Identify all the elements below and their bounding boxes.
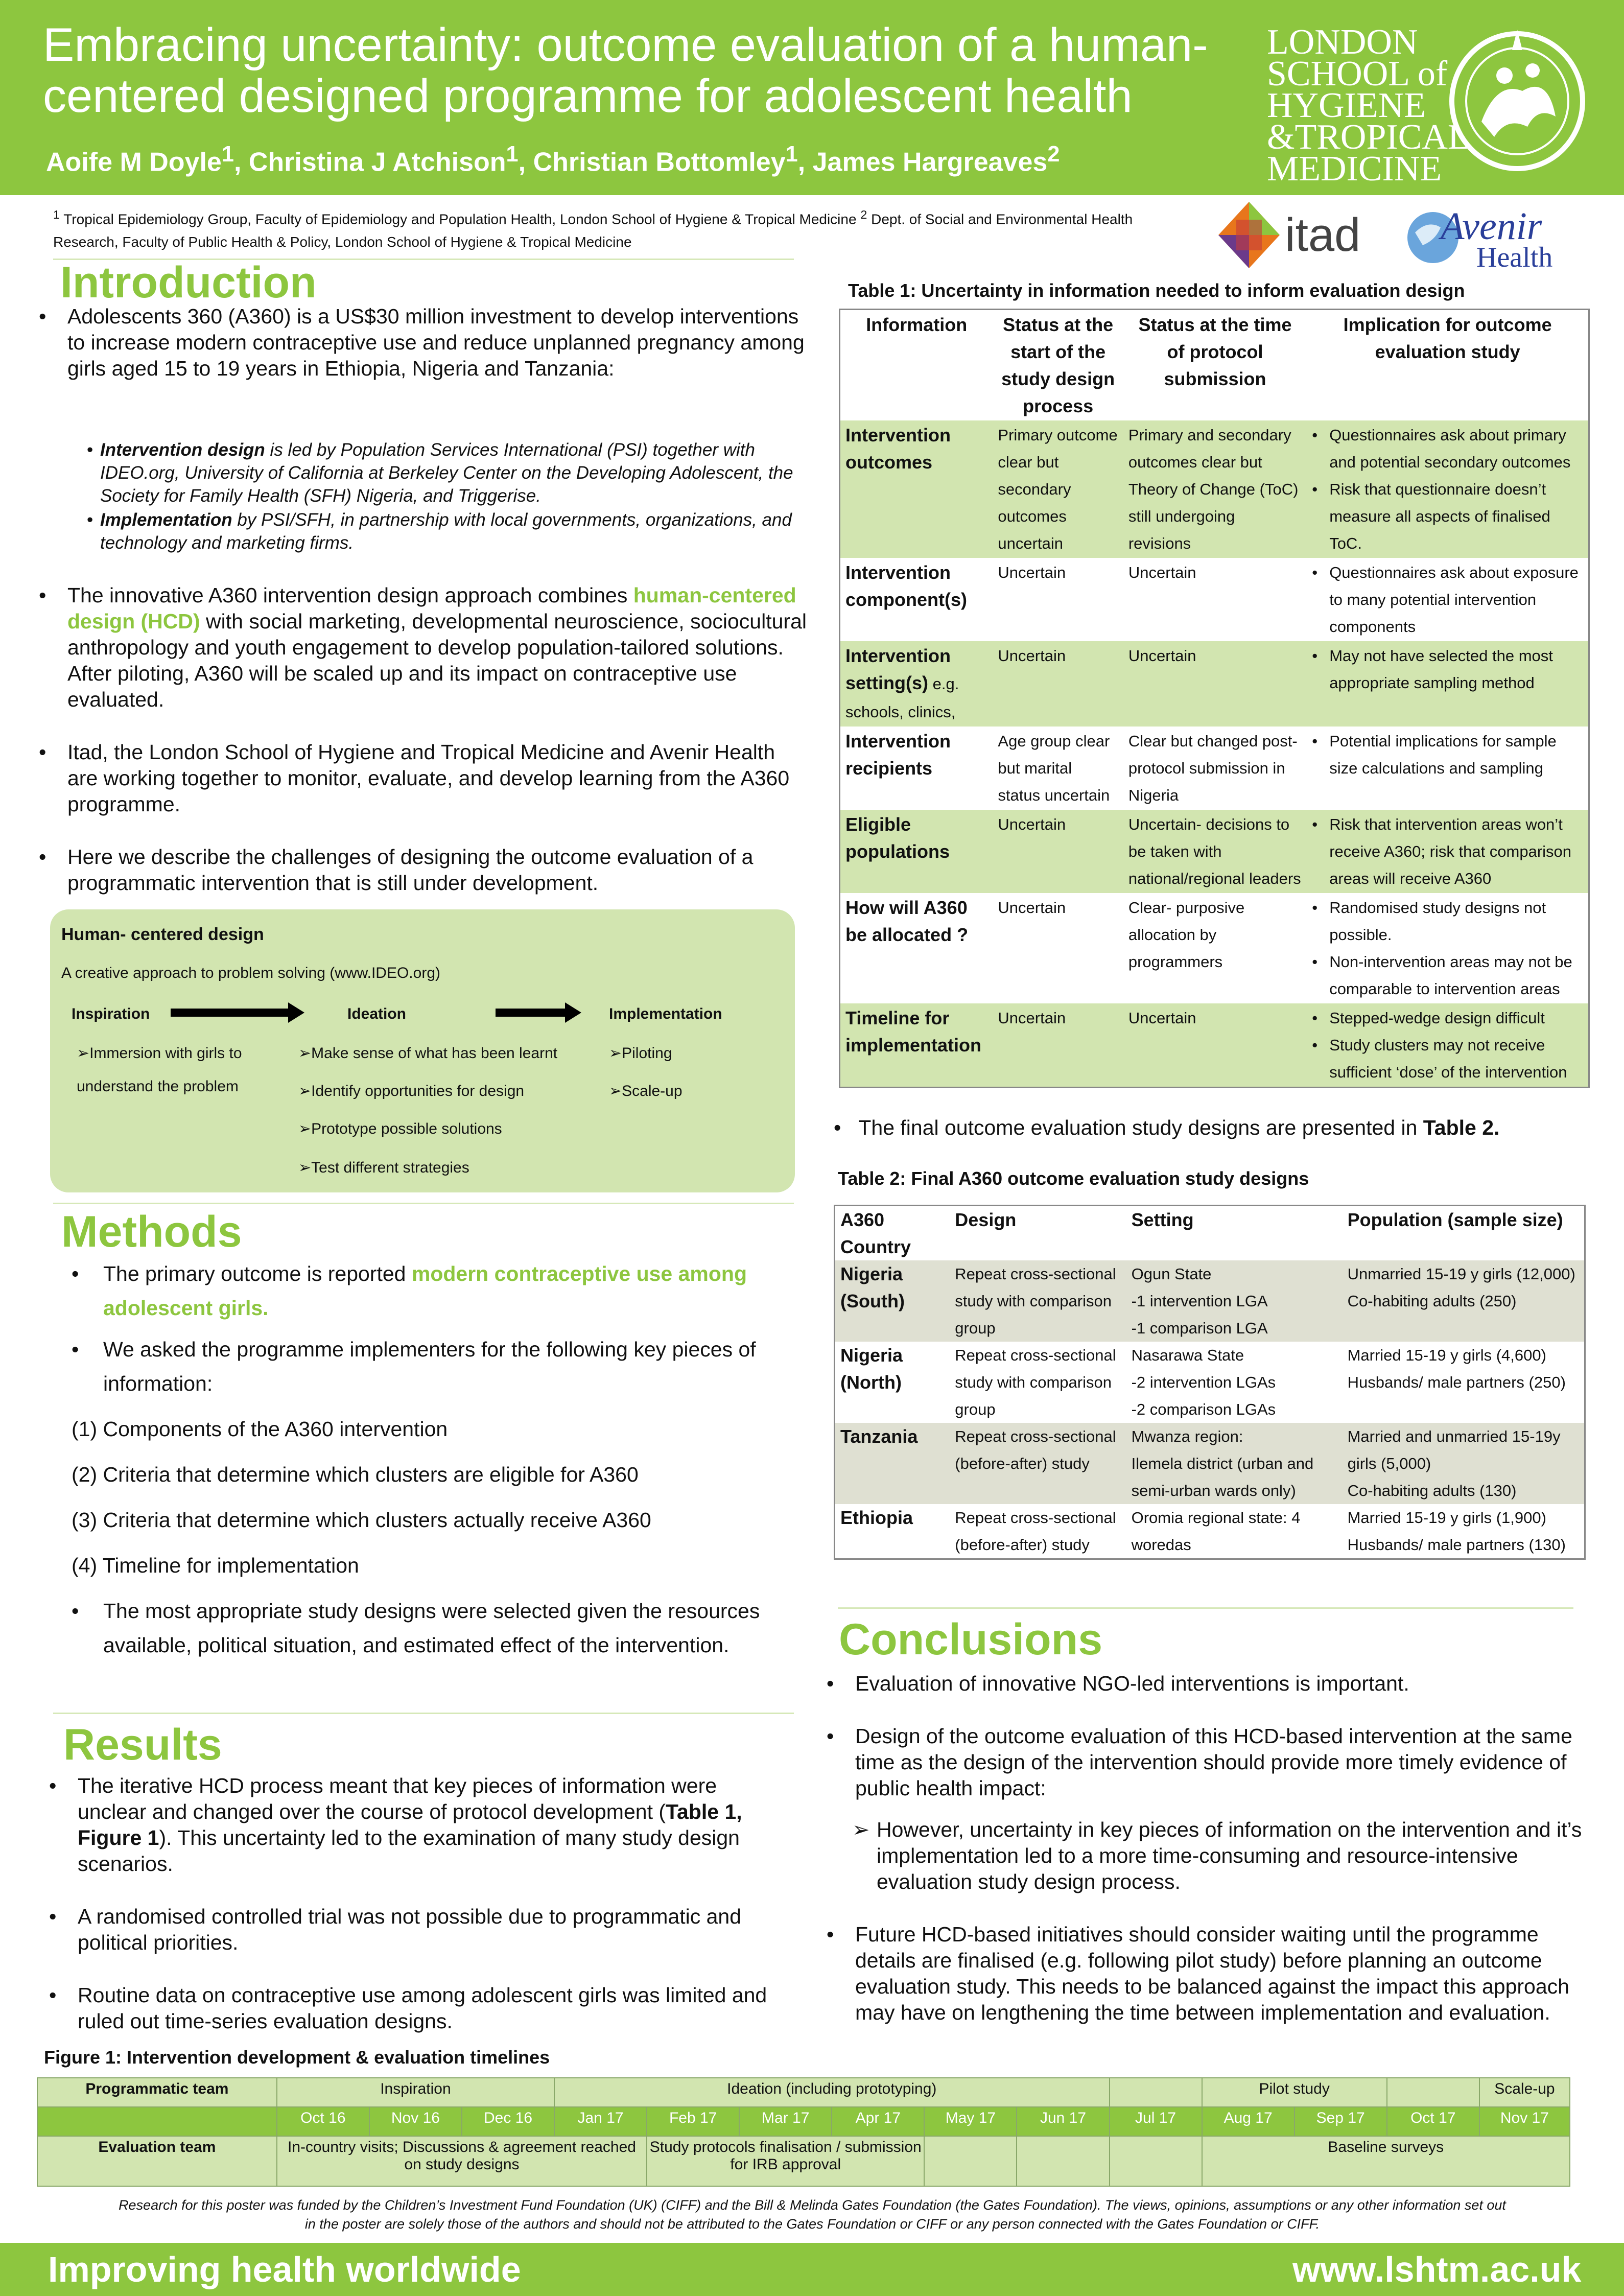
arrow-right-icon bbox=[496, 1001, 582, 1024]
methods-item: (3) Criteria that determine which clusters actually receive A360 bbox=[72, 1508, 651, 1532]
arrow-right-icon bbox=[171, 1001, 305, 1024]
intro-sub-bullet: • Intervention design is led by Population Services International (PSI) together with IDEO.org, University of California at Berkeley Center on the Developing Adolescent, the Society for Family Health (SFH) Nigeria, and Triggerise. bbox=[87, 438, 807, 507]
section-heading-conclusions: Conclusions bbox=[839, 1615, 1103, 1664]
table-row: Ethiopia Repeat cross-sectional (before-after) study Oromia regional state: 4 woredas Married 15-19 y girls (1,900) Husbands/ male partners (130) bbox=[840, 1507, 1566, 1554]
timeline-row-evaluation: Evaluation team In-country visits; Discussions & agreement reached on study designs Study protocols finalisation / submission for IRB approval Baseline surveys bbox=[37, 2136, 1570, 2186]
introduction-bullets-2 bbox=[36, 582, 807, 923]
table-row: Intervention component(s) Uncertain Uncertain • Questionnaires ask about exposure to many potential intervention components bbox=[840, 558, 1589, 641]
column-header: Implication for outcome evaluation study bbox=[1343, 314, 1552, 362]
table-row: Intervention outcomes Primary outcome clear but secondary outcomes uncertain Primary and secondary outcomes clear but Theory of Change (ToC) still undergoing revisions • Questionnaires ask about primary and potential secondary outcomes • Risk that questionnaire doesn’t measure all aspects of finalised ToC. bbox=[840, 420, 1589, 558]
lshtm-logo-text: LONDON SCHOOL of HYGIENE &TROPICAL MEDICINE bbox=[1267, 22, 1470, 189]
table-row: Eligible populations Uncertain Uncertain- decisions to be taken with national/regional leaders • Risk that intervention areas won’t receive A360; risk that comparison areas will receive A360 bbox=[840, 810, 1589, 893]
results-bullet: • A randomised controlled trial was not possible due to programmatic and political priorities. bbox=[46, 1904, 787, 1956]
results-bullets bbox=[46, 1773, 787, 2061]
author-list: Aoife M Doyle$^1$, Christina J Atchison$^1$, Christian Bottomley$^1$, James Hargreaves$^2$ bbox=[46, 142, 1060, 177]
table-row: Tanzania Repeat cross-sectional (before-after) study Mwanza region: Ilemela district (urban and semi-urban wards only) Married and unmarried 15-19y girls (5,000) Co-habiting adults (130) bbox=[835, 1423, 1585, 1504]
column-header: Status at the start of the study design process bbox=[1001, 314, 1115, 416]
funding-statement: Research for this poster was funded by the Children’s Investment Fund Foundation (UK) (CIFF) and the Bill & Melinda Gates Foundation (the Gates Foundation). The views, opinions, assumptions or any other information set out in the poster are solely those of the authors and should not be attributed to the Gates Foundation or CIFF or any person connected with the Gates Foundation or CIFF. bbox=[119, 2197, 1506, 2232]
hcd-item: ➢Scale-up bbox=[609, 1083, 682, 1099]
itad-logo: itad bbox=[1216, 199, 1384, 271]
results-bullet: • Routine data on contraceptive use among adolescent girls was limited and ruled out time-series evaluation designs. bbox=[46, 1982, 787, 2034]
table1-caption: Table 1: Uncertainty in information needed to inform evaluation design bbox=[848, 280, 1465, 301]
hcd-title: Human- centered design bbox=[61, 925, 264, 944]
hcd-item: ➢Immersion with girls to bbox=[77, 1045, 242, 1062]
hcd-item: ➢Prototype possible solutions bbox=[298, 1120, 502, 1137]
table-row: Intervention recipients Age group clear but marital status uncertain Clear but changed post-protocol submission in Nigeria • Potential implications for sample size calculations and sampling bbox=[840, 727, 1589, 810]
column-header: Setting bbox=[1131, 1209, 1194, 1230]
methods-item: (4) Timeline for implementation bbox=[72, 1554, 359, 1577]
author: James Hargreaves bbox=[812, 147, 1048, 177]
poster-title: Embracing uncertainty: outcome evaluation of a human- centered designed programme for adolescent health bbox=[43, 19, 1208, 122]
footer-url[interactable]: www.lshtm.ac.uk bbox=[1292, 2250, 1582, 2289]
hcd-item: understand the problem bbox=[77, 1078, 239, 1095]
section-heading-methods: Methods bbox=[61, 1207, 242, 1256]
table-row: Timeline for implementation Uncertain Uncertain • Stepped-wedge design difficult • Study clusters may not receive sufficient ‘dose’ of the intervention bbox=[840, 1003, 1589, 1088]
methods-content bbox=[66, 1257, 792, 1662]
lshtm-crest-icon bbox=[1446, 19, 1589, 173]
hcd-item: ➢Test different strategies bbox=[298, 1159, 469, 1176]
table2-caption: Table 2: Final A360 outcome evaluation study designs bbox=[838, 1168, 1309, 1189]
methods-item: (1) Components of the A360 intervention bbox=[72, 1417, 448, 1441]
intro-bullet: • Adolescents 360 (A360) is a US$30 million investment to develop interventions to increase modern contraceptive use and reduce unplanned pregnancy among girls aged 15 to 19 years in Ethiopia, Nigeria and Tanzania: bbox=[36, 303, 807, 382]
intro-bullet: • Here we describe the challenges of designing the outcome evaluation of a programmatic intervention that is still under development. bbox=[36, 844, 807, 896]
table-row: Nigeria (North) Repeat cross-sectional study with comparison group Nasarawa State -2 intervention LGAs -2 comparison LGAs Married 15-19 y girls (4,600) Husbands/ male partners (250) bbox=[840, 1345, 1566, 1418]
section-heading-introduction: Introduction bbox=[60, 258, 317, 307]
hcd-box bbox=[50, 909, 795, 1192]
timeline-months: Oct 16 Nov 16 Dec 16 Jan 17 Feb 17 Mar 17 Apr 17 May 17 Jun 17 Jul 17 Aug 17 Sep 17 Oct 17 Nov 17 bbox=[37, 2107, 1570, 2136]
final-designs-note: • The final outcome evaluation study designs are presented in Table 2. bbox=[834, 1116, 1500, 1139]
intro-sub-bullet: • Implementation by PSI/SFH, in partnership with local governments, organizations, and technology and marketing firms. bbox=[87, 508, 807, 554]
column-header: A360 Country bbox=[840, 1209, 911, 1257]
section-heading-results: Results bbox=[63, 1720, 222, 1769]
hcd-stage: Inspiration bbox=[72, 1005, 150, 1022]
table-header-row bbox=[835, 1206, 1585, 1261]
conclusions-sub-bullet: ➢ However, uncertainty in key pieces of information on the intervention and it’s implementation led to a more time-consuming and resource-intensive evaluation study design process. bbox=[852, 1818, 1582, 1893]
hcd-item: ➢Make sense of what has been learnt bbox=[298, 1045, 558, 1062]
column-header: Population (sample size) bbox=[1347, 1209, 1563, 1230]
table-row: Nigeria (South) Repeat cross-sectional study with comparison group Ogun State -1 intervention LGA -1 comparison LGA Unmarried 15-19 y girls (12,000) Co-habiting adults (250) bbox=[835, 1260, 1585, 1342]
conclusions-content bbox=[823, 1671, 1595, 2026]
hcd-stage: Implementation bbox=[609, 1005, 722, 1022]
timeline-row-programmatic: Programmatic team Inspiration Ideation (including prototyping) Pilot study Scale-up bbox=[37, 2078, 1570, 2107]
author: Aoife M Doyle bbox=[46, 147, 222, 177]
table-row: How will A360 be allocated ? Uncertain Clear- purposive allocation by programmers • Randomised study designs not possible. • Non-intervention areas may not be comparable to intervention areas bbox=[840, 893, 1589, 1003]
figure1-caption: Figure 1: Intervention development & evaluation timelines bbox=[44, 2047, 550, 2068]
hcd-stage: Ideation bbox=[347, 1005, 407, 1022]
column-header: Status at the time of protocol submission bbox=[1138, 314, 1292, 389]
column-header: Design bbox=[955, 1209, 1017, 1230]
hcd-subtitle: A creative approach to problem solving (www.IDEO.org) bbox=[61, 965, 440, 981]
table-row: Intervention setting(s) e.g. schools, clinics, Uncertain Uncertain • May not have selected the most appropriate sampling method bbox=[840, 641, 1589, 727]
results-bullet: • The iterative HCD process meant that key pieces of information were unclear and changed over the course of protocol development (Table 1, Figure 1). This uncertainty led to the examination of many study design scenarios. bbox=[46, 1773, 787, 1877]
conclusions-bullet: • Evaluation of innovative NGO-led interventions is important. bbox=[827, 1672, 1409, 1695]
methods-bullet: • We asked the programme implementers for the following key pieces of information: bbox=[72, 1338, 756, 1395]
divider bbox=[53, 1203, 794, 1204]
divider bbox=[838, 1607, 1573, 1609]
introduction-sub-bullets bbox=[87, 438, 807, 555]
table1 bbox=[839, 309, 1590, 1088]
author: Christian Bottomley bbox=[533, 147, 786, 177]
conclusions-bullet: • Design of the outcome evaluation of this HCD-based intervention at the same time as the design of the intervention should provide more timely evidence of public health impact: bbox=[827, 1724, 1572, 1800]
affiliations: $^1$ Tropical Epidemiology Group, Faculty of Epidemiology and Population Health, London School of Hygiene & Tropical Medicine $^2$ Dept. of Social and Environmental Health Research, Faculty of Public Health & Policy, London School of Hygiene & Tropical Medicine bbox=[53, 208, 1133, 250]
footer-slogan: Improving health worldwide bbox=[48, 2250, 521, 2289]
table2 bbox=[834, 1205, 1586, 1560]
intro-bullet: • The innovative A360 intervention design approach combines human-centered design (HCD) with social marketing, developmental neuroscience, sociocultural anthropology and youth engagement to develop population-tailored solutions. After piloting, A360 will be scaled up and its impact on contraceptive use evaluated. bbox=[36, 582, 807, 713]
timeline-table bbox=[37, 2077, 1570, 2187]
divider bbox=[53, 1713, 794, 1714]
avenir-health-logo: Avenir Health bbox=[1405, 204, 1568, 273]
intro-bullet: • Itad, the London School of Hygiene and Tropical Medicine and Avenir Health are working together to monitor, evaluate, and develop learning from the A360 programme. bbox=[36, 739, 807, 817]
methods-bullet: • The most appropriate study designs were selected given the resources available, political situation, and estimated effect of the intervention. bbox=[72, 1599, 760, 1657]
conclusions-bullet: • Future HCD-based initiatives should consider waiting until the programme details are finalised (e.g. following pilot study) before planning an outcome evaluation study. This needs to be balanced against the impact this approach may have on lengthening the time between implementation and evaluation. bbox=[827, 1923, 1569, 2024]
itad-mark-icon bbox=[1216, 199, 1282, 271]
methods-bullet: • The primary outcome is reported modern contraceptive use among adolescent girls. bbox=[72, 1262, 747, 1320]
hcd-item: ➢Identify opportunities for design bbox=[298, 1083, 525, 1099]
column-header: Information bbox=[866, 314, 968, 335]
author: Christina J Atchison bbox=[248, 147, 506, 177]
methods-item: (2) Criteria that determine which clusters are eligible for A360 bbox=[72, 1463, 639, 1486]
introduction-bullets bbox=[36, 303, 807, 382]
table-header-row bbox=[840, 310, 1589, 421]
hcd-item: ➢Piloting bbox=[609, 1045, 672, 1062]
